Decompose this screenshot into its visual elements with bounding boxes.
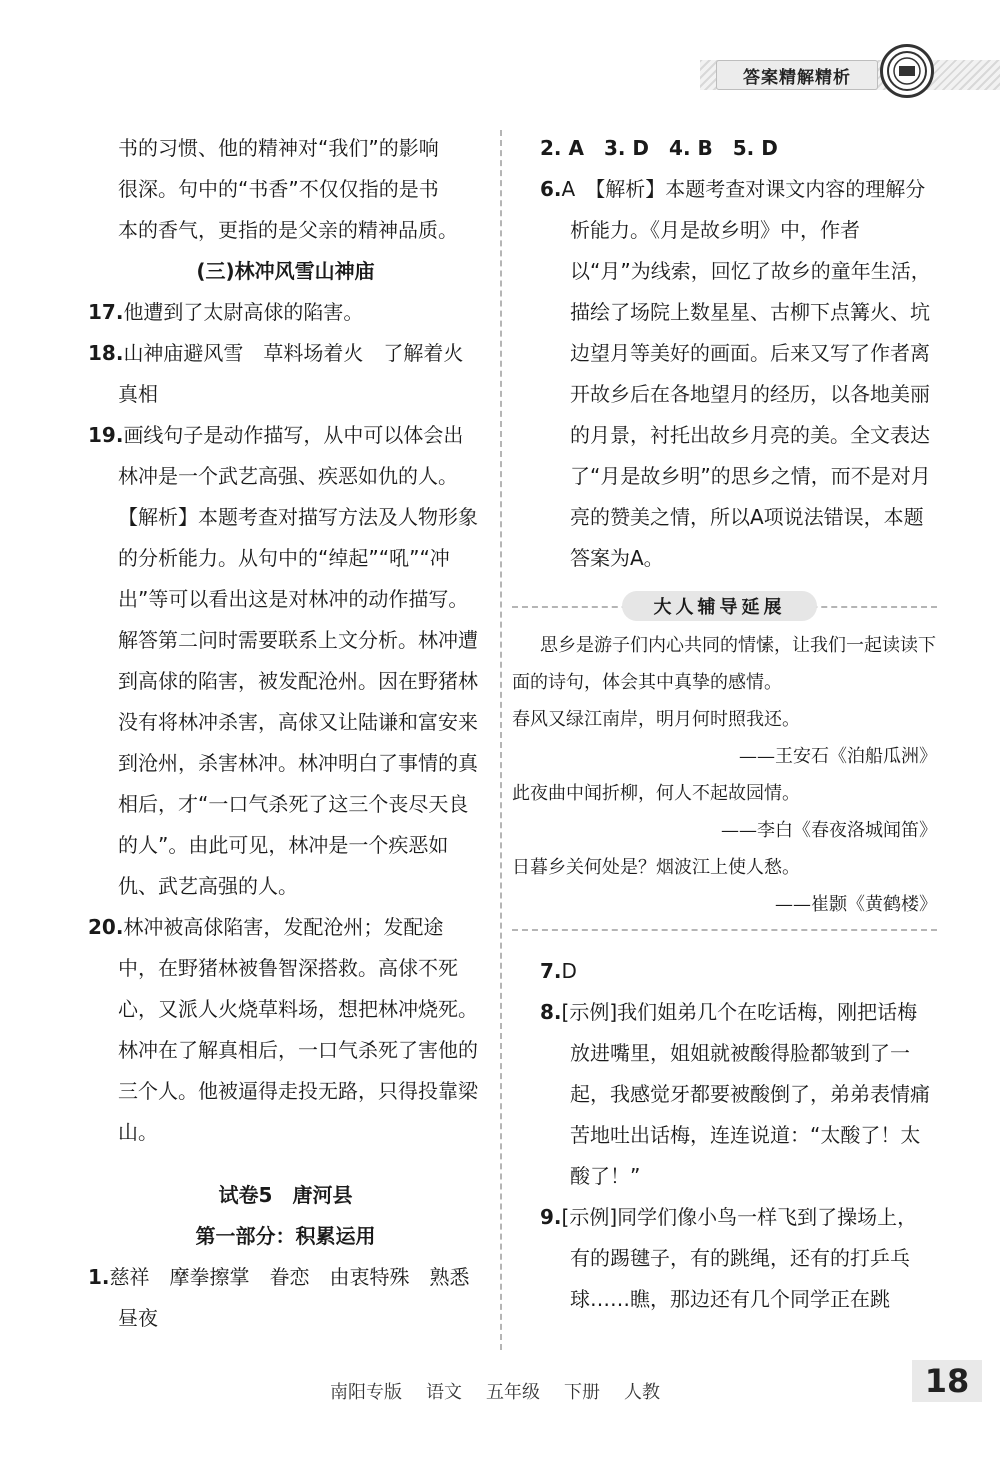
answer-6 (540, 169, 935, 579)
answer-number: 9. (540, 1205, 562, 1229)
answer-text: D (561, 959, 577, 983)
answer-text: [示例]我们姐弟几个在吃话梅，刚把话梅放进嘴里，姐姐就被酸得脸都皱到了一起，我感觉牙都要被酸倒了，弟弟表情痛苦地吐出话梅，连连说道：“太酸了！太酸了！” (561, 1000, 930, 1188)
answer-number: 19. (88, 423, 124, 447)
header-tag: 答案精解精析 (716, 60, 878, 90)
answer-number: 17. (88, 300, 124, 324)
extension-title: 大人辅导延展 (622, 591, 817, 621)
section-title: (三)林冲风雪山神庙 (196, 259, 375, 283)
answer-18 (88, 333, 483, 415)
extension-intro: 思乡是游子们内心共同的情愫，让我们一起读读下面的诗句，体会其中真挚的感情。 (512, 635, 936, 693)
answer-19 (88, 415, 483, 907)
part-title: 第一部分：积累运用 (195, 1224, 376, 1248)
poem-line: 此夜曲中闻折柳，何人不起故园情。 (512, 783, 800, 804)
answers-2-5: 2. A 3. D 4. B 5. D (540, 136, 778, 160)
answer-number: 8. (540, 1000, 562, 1024)
q16-continuation-line: 很深。句中的“书香”不仅仅指的是书 (118, 177, 439, 201)
left-column (88, 128, 490, 1339)
column-divider (500, 130, 502, 1350)
answer-1 (88, 1257, 490, 1339)
answer-number: 1. (88, 1265, 110, 1289)
poem-line: 日暮乡关何处是？烟波江上使人愁。 (512, 857, 800, 878)
footer-publisher: 人教 (624, 1382, 660, 1403)
footer-subject: 语文 (426, 1382, 462, 1403)
extension-box (512, 587, 937, 931)
answer-text: 画线句子是动作描写，从中可以体会出林冲是一个武艺高强、疾恶如仇的人。 【解析】本题考查对描写方法及人物形象的分析能力。从句中的“绰起”“吼”“冲出”等可以看出这是对林冲的动作描写。解答第二问时需要联系上文分析。林冲遭到高俅的陷害，被发配沧州。因在野猪林没有将林冲杀害，高俅又让陆谦和富安来到沧州，杀害林冲。林冲明白了事情的真相后，才“一口气杀死了这三个丧尽天良的人”。由此可见，林冲是一个疾恶如仇、武艺高强的人。 (118, 423, 478, 898)
seal-logo-icon (880, 44, 934, 98)
paper-title: 试卷5 唐河县 (218, 1183, 353, 1207)
answer-8 (540, 992, 935, 1197)
answer-text: 林冲被高俅陷害，发配沧州；发配途中，在野猪林被鲁智深搭救。高俅不死心，又派人火烧草料场，想把林冲烧死。林冲在了解真相后，一口气杀死了害他的三个人。他被逼得走投无路，只得投靠梁山。 (118, 915, 478, 1144)
page-footer (330, 1378, 660, 1404)
answer-number: 18. (88, 341, 124, 365)
q16-continuation-line: 书的习惯、他的精神对“我们”的影响 (118, 136, 439, 160)
poem-citation: ——崔颢《黄鹤楼》 (775, 894, 937, 915)
answer-text: 他遭到了太尉高俅的陷害。 (123, 300, 364, 324)
answer-text: [示例]同学们像小鸟一样飞到了操场上，有的踢毽子，有的跳绳，还有的打乒乓球……瞧，那边还有几个同学正在跳 (561, 1205, 918, 1311)
poem-citation: ——王安石《泊船瓜洲》 (739, 746, 937, 767)
answer-number: 6. (540, 177, 562, 201)
footer-edition: 南阳专版 (330, 1382, 402, 1403)
answer-9 (540, 1197, 935, 1320)
answer-text: A 【解析】本题考查对课文内容的理解分析能力。《月是故乡明》中，作者以“月”为线索，回忆了故乡的童年生活，描绘了场院上数星星、古柳下点篝火、坑边望月等美好的画面。后来又写了作者离开故乡后在各地望月的经历，以各地美丽的月景，衬托出故乡月亮的美。全文表达了“月是故乡明”的思乡之情，而不是对月亮的赞美之情，所以A项说法错误，本题答案为A。 (561, 177, 931, 570)
answer-number: 7. (540, 959, 562, 983)
page-number: 18 (912, 1360, 982, 1402)
poem-citation: ——李白《春夜洛城闻笛》 (721, 820, 937, 841)
answer-17 (88, 292, 483, 333)
footer-grade: 五年级 (486, 1382, 540, 1403)
answer-number: 20. (88, 915, 124, 939)
answer-7 (540, 951, 935, 992)
right-column (512, 128, 937, 1320)
poem-line: 春风又绿江南岸，明月何时照我还。 (512, 709, 800, 730)
q16-continuation-line: 本的香气，更指的是父亲的精神品质。 (118, 218, 458, 242)
answer-text: 慈祥 摩拳擦掌 眷恋 由衷特殊 熟悉 昼夜 (109, 1265, 490, 1330)
answer-text: 山神庙避风雪 草料场着火 了解着火真相 (118, 341, 464, 406)
footer-volume: 下册 (564, 1382, 600, 1403)
answer-20 (88, 907, 483, 1153)
